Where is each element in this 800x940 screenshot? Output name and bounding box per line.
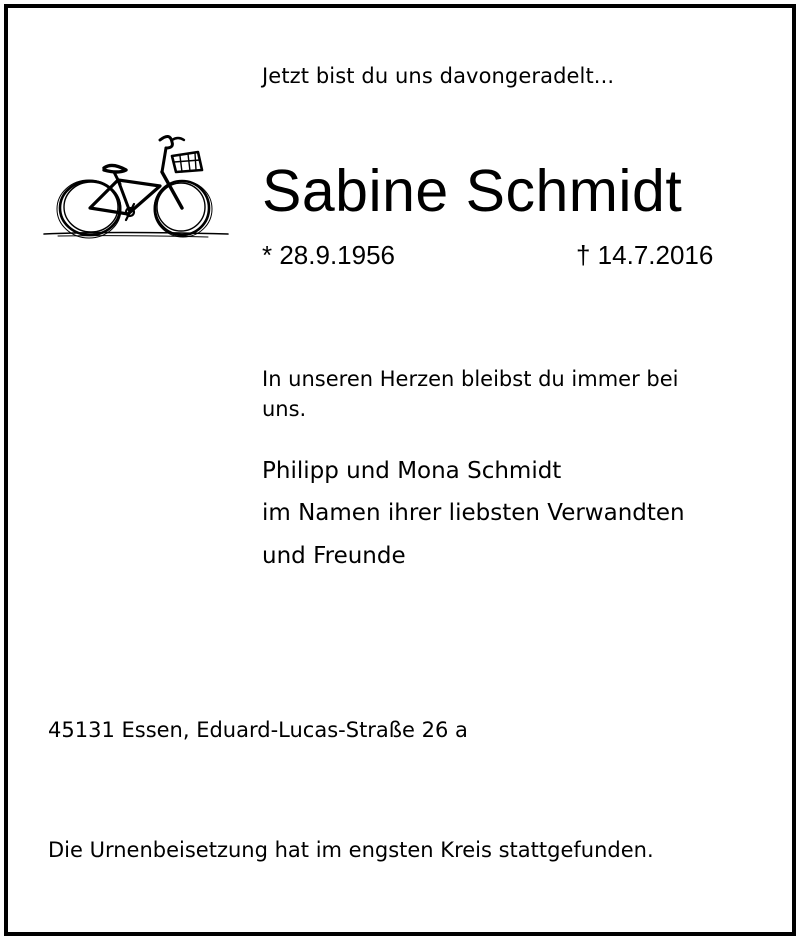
birth-date: * 28.9.1956 (262, 240, 396, 270)
deceased-name: Sabine Schmidt (262, 158, 683, 224)
memorial-quote (262, 364, 678, 424)
obituary-frame (4, 4, 796, 936)
family-signature-line: im Namen ihrer liebsten Verwandten (262, 500, 685, 526)
memorial-quote-line: uns. (262, 397, 307, 421)
bicycle-icon (38, 126, 238, 246)
family-signature-line: und Freunde (262, 543, 406, 569)
memorial-quote-line: In unseren Herzen bleibst du immer bei (262, 367, 679, 391)
death-date: † 14.7.2016 (576, 240, 714, 270)
burial-notice: Die Urnenbeisetzung hat im engsten Kreis stattgefunden. (48, 838, 654, 862)
intro-line: Jetzt bist du uns davongeradelt... (262, 64, 615, 88)
family-signature-line: Philipp und Mona Schmidt (262, 458, 562, 484)
address: 45131 Essen, Eduard-Lucas-Straße 26 a (48, 718, 468, 742)
